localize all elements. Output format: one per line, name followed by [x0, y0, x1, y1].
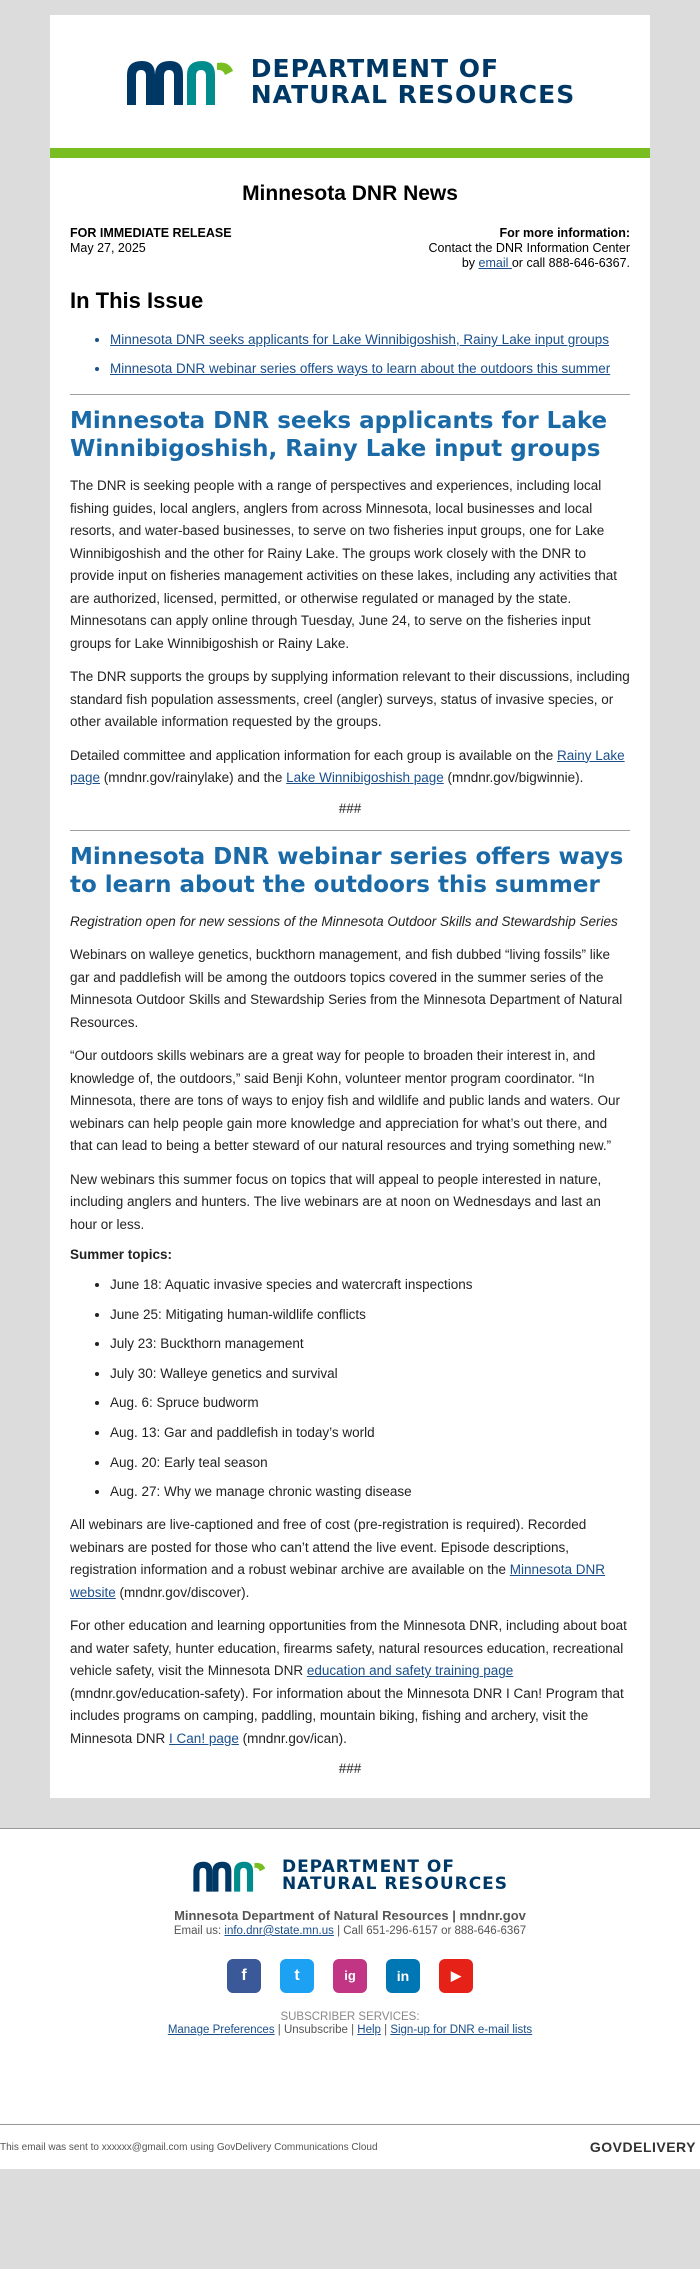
email-link[interactable]: email: [478, 256, 512, 270]
text: Detailed committee and application information for each group is available on the: [70, 747, 558, 763]
footer: [0, 1828, 700, 2124]
education-safety-link[interactable]: education and safety training page: [306, 1663, 514, 1679]
article-2-paragraph-5: [70, 1615, 630, 1750]
divider: [70, 830, 630, 831]
manage-preferences-link[interactable]: Manage Preferences: [167, 2023, 275, 2036]
article-1-title: Minnesota DNR seeks applicants for Lake Winnibigoshish, Rainy Lake input groups: [70, 408, 608, 462]
text: (mndnr.gov/discover).: [115, 1584, 250, 1600]
release-info: [70, 226, 630, 271]
main-content: [50, 158, 650, 1798]
footer-org: Minnesota Department of Natural Resources | mndnr.gov: [174, 1907, 526, 1923]
divider: [70, 394, 630, 395]
green-divider-bar: [50, 148, 650, 158]
twitter-icon[interactable]: t: [280, 1959, 314, 1993]
rainy-lake-link[interactable]: Rainy Lake page: [70, 747, 625, 785]
text: (mndnr.gov/education-safety). For information about the Minnesota DNR I Can! Program that includes programs on camping, paddling, mountain biking, fishing and archery, visit the Minnesota DNR: [70, 1685, 624, 1746]
text: All webinars are live-captioned and free of cost (pre-registration is required). Recorded webinars are posted for those who can’t attend the live event. Episode descriptions, registration information and a robust webinar archive are available on the: [70, 1517, 587, 1578]
summer-topics-list: [110, 1277, 630, 1500]
list-item: • July 23: Buckthorn management: [110, 1336, 630, 1352]
article-2-title: Minnesota DNR webinar series offers ways to learn about the outdoors this summer: [70, 843, 624, 898]
list-item: • July 30: Walleye genetics and survival: [110, 1366, 630, 1382]
list-item: • June 25: Mitigating human-wildlife conflicts: [110, 1307, 630, 1323]
logo-line-1: DEPARTMENT OF: [281, 1857, 455, 1878]
mn-logo-icon: [125, 57, 237, 107]
logo-line-2: NATURAL RESOURCES: [281, 1874, 509, 1895]
text: (mndnr.gov/rainylake) and the: [100, 770, 287, 785]
news-title: Minnesota DNR News: [242, 182, 458, 205]
instagram-icon[interactable]: ig: [333, 1959, 367, 1993]
text: | Call 651-296-6157 or 888-646-6367: [333, 1924, 527, 1937]
footer-logo[interactable]: [0, 1859, 700, 1894]
article-2-paragraph-3: New webinars this summer focus on topics that will appeal to people interested in nature, including anglers and hunters. The live webinars are at noon on Wednesdays and last an hour or less.: [70, 1171, 602, 1232]
release-label: FOR IMMEDIATE RELEASE: [70, 226, 232, 240]
list-item: • Aug. 20: Early teal season: [110, 1455, 630, 1471]
list-item: • June 18: Aquatic invasive species and watercraft inspections: [110, 1277, 630, 1293]
article-2-subtitle: Registration open for new sessions of the Minnesota Outdoor Skills and Stewardship Series: [70, 913, 618, 929]
list-item: • Aug. 13: Gar and paddlefish in today’s world: [110, 1425, 630, 1441]
toc-link-2[interactable]: Minnesota DNR webinar series offers ways to learn about the outdoors this summer: [110, 361, 611, 376]
text: (mndnr.gov/bigwinnie).: [443, 770, 584, 785]
list-item: • Aug. 6: Spruce budworm: [110, 1395, 630, 1411]
release-date: May 27, 2025: [70, 241, 146, 255]
article-2-paragraph-2: “Our outdoors skills webinars are a great way for people to broaden their interest in, and knowledge of, the outdoors,” said Benji Kohn, volunteer mentor program coordinator. “In Minnesota, there are tons of ways to enjoy fish and wildlife and public lands and waters. Our webinars can help people gain more knowledge and appreciation for what’s out there, and that can lead to being a better steward of our natural resources and trying something new.”: [70, 1048, 621, 1153]
subscriber-services-heading: SUBSCRIBER SERVICES:: [280, 2010, 420, 2023]
lake-winnibigoshish-link[interactable]: Lake Winnibigoshish page: [286, 770, 444, 785]
i-can-link[interactable]: I Can! page: [169, 1730, 239, 1746]
unsubscribe-text[interactable]: | Unsubscribe |: [274, 2023, 358, 2036]
contact-line: Contact the DNR Information Center: [428, 241, 630, 255]
release-right: [429, 226, 630, 271]
footer-logo-wordmark: [282, 1859, 508, 1894]
subscriber-links: [0, 2024, 700, 2036]
article-2-end-mark: ###: [338, 1761, 362, 1777]
call-text: or call 888-646-6367.: [511, 256, 630, 270]
contact-method: [429, 256, 630, 271]
summer-topics-heading: Summer topics:: [70, 1247, 173, 1262]
govdelivery-logo[interactable]: GOVDELIVERY: [589, 2139, 696, 2156]
footer-email-link[interactable]: info.dnr@state.mn.us: [224, 1924, 334, 1937]
article-1-paragraph-3: [70, 745, 630, 790]
logo-wordmark: [251, 56, 575, 107]
article-1-paragraph-2: The DNR supports the groups by supplying information relevant to their discussions, including standard fish population assessments, creel (angler) surveys, status of invasive species, or other available information requested by the groups.: [70, 669, 630, 729]
header-logo-area: [50, 15, 650, 148]
text: |: [380, 2023, 391, 2036]
mn-logo-icon: [192, 1859, 268, 1893]
logo-line-2: NATURAL RESOURCES: [250, 79, 576, 109]
dnr-website-link[interactable]: Minnesota DNR website: [70, 1562, 606, 1600]
help-link[interactable]: Help: [357, 2023, 381, 2036]
article-1-end-mark: ###: [338, 800, 362, 816]
release-left: [70, 226, 232, 271]
facebook-icon[interactable]: f: [227, 1959, 261, 1993]
text: For other education and learning opportunities from the Minnesota DNR, including about boat and water safety, hunter education, firearms safety, natural resources education, recreational vehicle safety, visit the Minnesota DNR: [70, 1618, 627, 1679]
toc-link-1[interactable]: Minnesota DNR seeks applicants for Lake Winnibigoshish, Rainy Lake input groups: [110, 332, 610, 347]
bottom-bar: [0, 2124, 700, 2169]
list-item: • Aug. 27: Why we manage chronic wasting disease: [110, 1484, 630, 1500]
info-label: For more information:: [499, 226, 630, 240]
youtube-icon[interactable]: ▶: [439, 1959, 473, 1993]
text: Email us:: [173, 1924, 225, 1937]
text: (mndnr.gov/ican).: [238, 1730, 347, 1746]
toc-item: [110, 328, 630, 351]
in-this-issue-heading: In This Issue: [70, 288, 204, 313]
linkedin-icon[interactable]: in: [386, 1959, 420, 1993]
signup-link[interactable]: Sign-up for DNR e-mail lists: [390, 2023, 533, 2036]
toc-item: [110, 357, 630, 380]
logo-line-1: DEPARTMENT OF: [250, 54, 500, 83]
article-2-paragraph-4: [70, 1514, 630, 1604]
sent-note: This email was sent to xxxxxx@gmail.com using GovDelivery Communications Cloud: [0, 2141, 378, 2153]
by-text: by: [461, 256, 479, 270]
footer-contact: [0, 1925, 700, 1937]
article-2-paragraph-1: Webinars on walleye genetics, buckthorn management, and fish dubbed “living fossils” like gar and paddlefish will be among the outdoors topics covered in the summer series of the Minnesota Outdoor Skills and Stewardship Series from the Minnesota Department of Natural Resources.: [70, 947, 623, 1030]
newsletter-card: [50, 15, 650, 1798]
article-1-paragraph-1: The DNR is seeking people with a range of perspectives and experiences, including local fishing guides, local anglers, anglers from across Minnesota, local businesses and local resorts, and water-based businesses, to serve on two fisheries input groups, one for Lake Winnibigoshish and the other for Rainy Lake. The groups work closely with the DNR to provide input on fisheries management activities on these lakes, including any activities that are authorized, licensed, permitted, or otherwise regulated or managed by the state. Minnesotans can apply online through Tuesday, June 24, to serve on the fisheries input groups for Lake Winnibigoshish or Rainy Lake.: [70, 478, 618, 651]
dnr-logo[interactable]: [125, 56, 575, 107]
social-icons: [0, 1959, 700, 1993]
issue-toc: [110, 328, 630, 380]
